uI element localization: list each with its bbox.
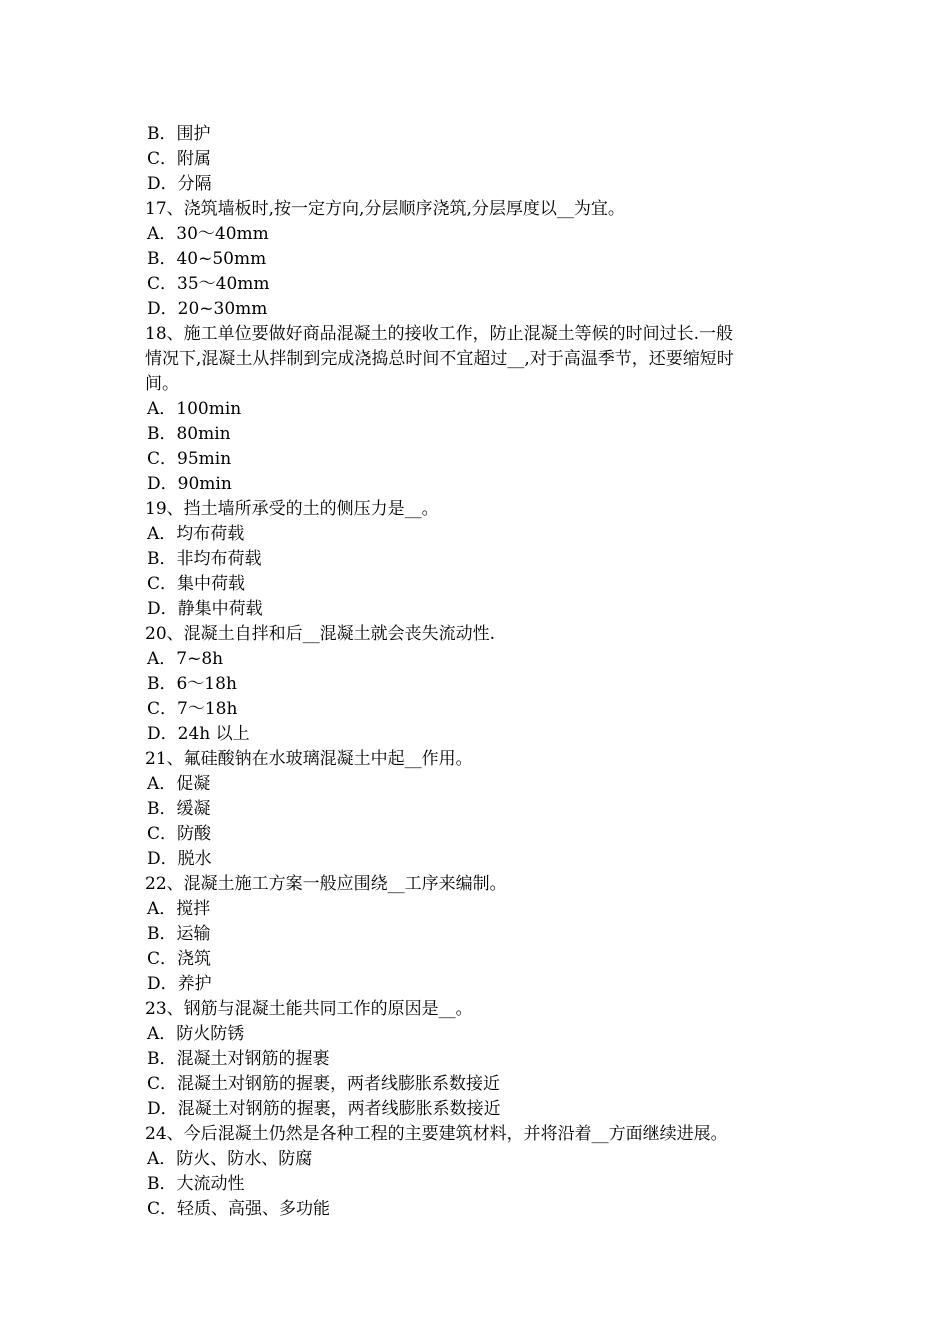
answer-option: B．80min [147, 424, 231, 444]
answer-option: A．均布荷载 [147, 524, 245, 544]
answer-option: C．7～18h [147, 699, 238, 719]
answer-option: C．防酸 [147, 824, 212, 844]
answer-option: B．大流动性 [147, 1174, 245, 1194]
question-text-line: 24、今后混凝土仍然是各种工程的主要建筑材料，并将沿着__方面继续进展。 [145, 1124, 728, 1144]
answer-option: C．集中荷载 [147, 574, 246, 594]
answer-option: A．防火、防水、防腐 [147, 1149, 313, 1169]
question-text-line: 情况下,混凝土从拌制到完成浇捣总时间不宜超过__,对于高温季节，还要缩短时 [145, 349, 734, 369]
answer-option: C．轻质、高强、多功能 [147, 1199, 331, 1219]
question-text-line: 间。 [145, 374, 179, 394]
question-text-line: 19、挡土墙所承受的土的侧压力是__。 [145, 499, 439, 519]
answer-option: B．围护 [147, 124, 211, 144]
question-text-line: 20、混凝土自拌和后__混凝土就会丧失流动性. [145, 624, 496, 644]
answer-option: D．20~30mm [147, 299, 268, 319]
answer-option: D．养护 [147, 974, 212, 994]
answer-option: B．40~50mm [147, 249, 267, 269]
document-page [145, 122, 815, 1222]
answer-option: A．100min [147, 399, 242, 419]
answer-option: C．浇筑 [147, 949, 212, 969]
answer-option: C．附属 [147, 149, 212, 169]
answer-option: B．混凝土对钢筋的握裹 [147, 1049, 330, 1069]
question-text-line: 22、混凝土施工方案一般应围绕__工序来编制。 [145, 874, 507, 894]
answer-option: C．混凝土对钢筋的握裹，两者线膨胀系数接近 [147, 1074, 501, 1094]
answer-option: D．分隔 [147, 174, 212, 194]
answer-option: A．30～40mm [147, 224, 269, 244]
answer-option: A．搅拌 [147, 899, 211, 919]
answer-option: A．促凝 [147, 774, 211, 794]
answer-option: D．24h 以上 [147, 724, 250, 744]
question-text-line: 17、浇筑墙板时,按一定方向,分层顺序浇筑,分层厚度以__为宜。 [145, 199, 625, 219]
answer-option: A．防火防锈 [147, 1024, 245, 1044]
answer-option: B．缓凝 [147, 799, 211, 819]
answer-option: D．混凝土对钢筋的握裹，两者线膨胀系数接近 [147, 1099, 501, 1119]
answer-option: D．静集中荷载 [147, 599, 263, 619]
question-text-line: 21、氟硅酸钠在水玻璃混凝土中起__作用。 [145, 749, 473, 769]
answer-option: D．90min [147, 474, 232, 494]
answer-option: D．脱水 [147, 849, 212, 869]
question-text-line: 23、钢筋与混凝土能共同工作的原因是__。 [145, 999, 473, 1019]
answer-option: B．6～18h [147, 674, 237, 694]
answer-option: C．35～40mm [147, 274, 270, 294]
question-text-line: 18、施工单位要做好商品混凝土的接收工作，防止混凝土等候的时间过长.一般 [145, 324, 734, 344]
answer-option: C．95min [147, 449, 232, 469]
answer-option: B．非均布荷载 [147, 549, 262, 569]
answer-option: A．7~8h [147, 649, 224, 669]
answer-option: B．运输 [147, 924, 211, 944]
